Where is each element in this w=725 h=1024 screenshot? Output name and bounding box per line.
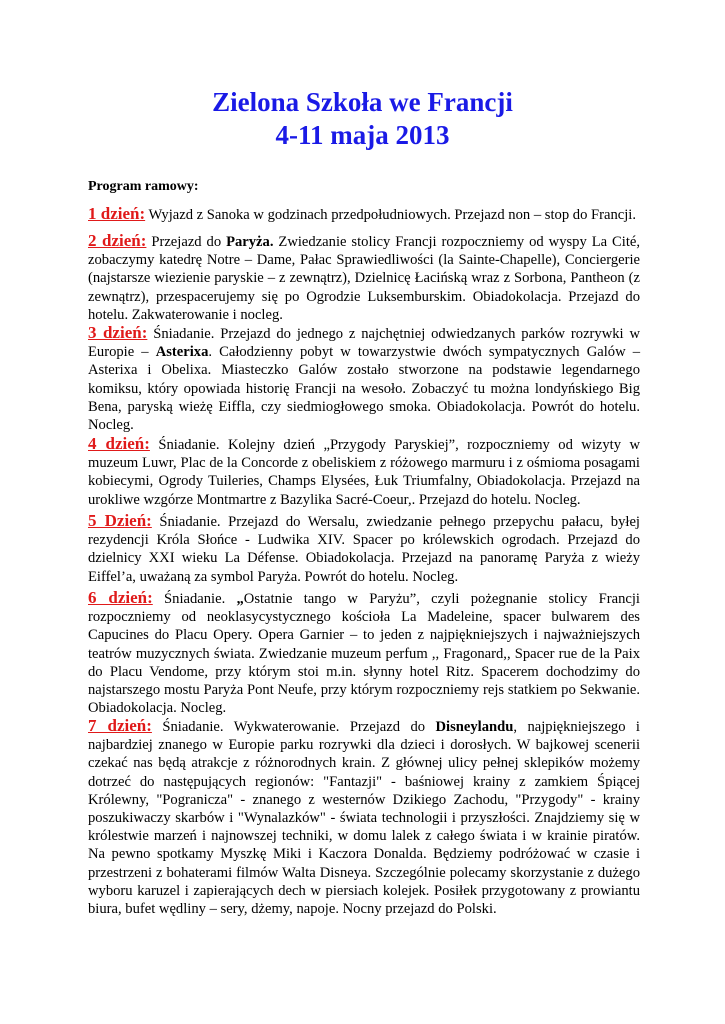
day-5-text: Śniadanie. Przejazd do Wersalu, zwiedzanie pełnego przepychu pałacu, byłej rezydencji Króla Słońce - Ludwika XIV. Spacer po królewskich ogrodach. Przejazd do dzielnicy XXI wieku La Défense. Obiadokolacja. Przejazd na panoramę Paryża z wieży Eiffel’a, uważaną za symbol Paryża. Powrót do hotelu. Nocleg. [88, 514, 640, 585]
document-title: Zielona Szkoła we Francji [212, 87, 513, 117]
program-heading: Program ramowy: [88, 179, 199, 194]
day-1-paragraph [88, 205, 640, 224]
day-1-label: 1 dzień: [88, 204, 146, 223]
day-7-paragraph [88, 717, 640, 918]
day-6-label: 6 dzień: [88, 588, 153, 607]
day-5-label: 5 Dzień: [88, 511, 152, 530]
day-3-text: Śniadanie. Przejazd do jednego z najchętniej odwiedzanych parków rozrywki w Europie – [88, 326, 640, 361]
day-3-paragraph [88, 324, 640, 434]
day-7-label: 7 dzień: [88, 716, 152, 735]
day-2-paragraph [88, 232, 640, 324]
day-4-label: 4 dzień: [88, 434, 150, 453]
day-6-text-rest: Ostatnie tango w Paryżu”, czyli pożegnanie stolicy Francji rozpoczniemy od neoklasycystycznego kościoła La Madeleine, spacer bulwarem des Capucines do Placu Opery. Opera Garnier – to jeden z najpiękniejszych i najważniejszych teatrów muzycznych świata. Zwiedzanie muzeum perfum ,, Fragonard,, Spacer rue de la Paix do Placu Vendome, przy którym stoi m.in. słynny hotel Ritz. Spacerem dochodzimy do najstarszego mostu Paryża Pont Neufe, przy którym rozpoczniemy rejs statkiem po Sekwanie. Obiadokolacja. Nocleg. [88, 591, 640, 717]
day-7-text-rest: , najpiękniejszego i najbardziej znanego w Europie parku rozrywki dla dzieci i dorosłych. W bajkowej scenerii czekać nas będą atrakcje z różnorodnych krain. Z głównej ulicy pełnej sklepików możemy dotrzeć do następujących regionów: "Fantazji" - baśniowej krainy z zamkiem Śpiącej Królewny, "Pogranicza" - znanego z westernów Dzikiego Zachodu, "Przygody" - krainy poszukiwaczy skarbów i "Wynalazków" - świata technologii i przyszłości. Znajdziemy się w królestwie marzeń i najnowszej techniki, w domu lalek z całego świata i w krainie piratów. Na pewno spotkamy Myszkę Miki i Kaczora Donalda. Będziemy podróżować w czasie i przestrzeni z bohaterami filmów Walta Disneya. Szczególnie polecamy skorzystanie z dużego wyboru karuzel i zapierających dech w piersiach kolejek. Posiłek przygotowany z prowiantu biura, bufet wędliny – sery, dżemy, napoje. Nocny przejazd do Polski. [88, 719, 640, 918]
day-7-highlight: Disneylandu [435, 719, 514, 735]
day-3-text-rest: . Całodzienny pobyt w towarzystwie dwóch sympatycznych Galów – Asterixa i Obelixa. Miasteczko Galów zostało stworzone na podstawie legendarnego komiksu, który opowiada historię Francji na wesoło. Zobaczyć tu można londyńskiego Big Bena, paryską wieżę Eiffla, czy siedmiogłowego smoka. Obiadokolacja. Powrót do hotelu. Nocleg. [88, 344, 640, 434]
day-2-highlight: Paryża. [226, 234, 274, 250]
day-6-text: Śniadanie. [152, 591, 237, 607]
day-3-label: 3 dzień: [88, 323, 148, 342]
day-2-label: 2 dzień: [88, 231, 147, 250]
day-6-paragraph [88, 589, 640, 717]
day-4-text: Śniadanie. Kolejny dzień „Przygody Paryskiej”, rozpoczniemy od wizyty w muzeum Luwr, Plac de la Concorde z obeliskiem z różowego marmuru i z ośmioma posagami kobiecymi, Ogrody Tuileries, Champs Elysées, Łuk Triumfalny, Obiadokolacja. Przejazd na urokliwe wzgórze Montmartre z Bazylika Sacré-Coeur,. Przejazd do hotelu. Nocleg. [88, 437, 640, 508]
document-dates: 4-11 maja 2013 [275, 120, 450, 150]
day-4-paragraph [88, 435, 640, 509]
day-1-text: Wyjazd z Sanoka w godzinach przedpołudniowych. Przejazd non – stop do Francji. [145, 207, 636, 223]
day-2-text-rest: Zwiedzanie stolicy Francji rozpoczniemy od wyspy La Cité, zobaczymy katedrę Notre – Dame, Pałac Sprawiedliwości (la Sainte-Chapelle), Conciergerie (najstarsze wiezienie paryskie – z zewnątrz), Dzielnicę Łacińską wraz z Sorbona, Pantheon (z zewnątrz), przespacerujemy się po Ogrodzie Luksemburskim. Obiadokolacja. Przejazd do hotelu. Zakwaterowanie i nocleg. [88, 234, 640, 323]
day-2-text: Przejazd do [146, 234, 227, 250]
day-6-quote-mark: „ [236, 591, 244, 607]
day-7-text: Śniadanie. Wykwaterowanie. Przejazd do [151, 719, 436, 735]
day-3-highlight: Asterixa [155, 344, 209, 361]
day-5-paragraph [88, 512, 640, 586]
